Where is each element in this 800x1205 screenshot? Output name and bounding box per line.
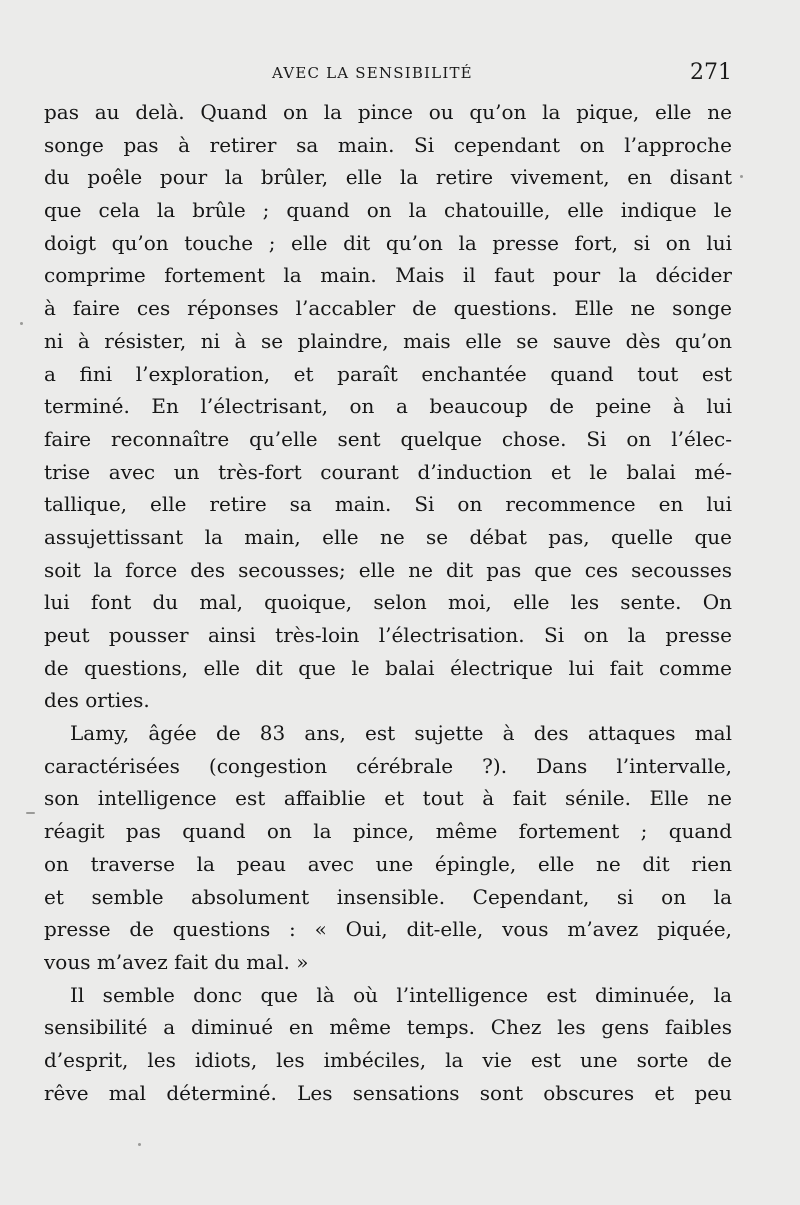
paragraph-2 [44, 717, 732, 979]
paragraph-3 [44, 979, 732, 1110]
text-line: lui font du mal, quoique, selon moi, elle les sente. On [44, 590, 732, 615]
text-line: des orties. [44, 688, 150, 713]
text-line: presse de questions : « Oui, dit-elle, vous m’avez piquée, [44, 917, 732, 942]
text-line: faire reconnaître qu’elle sent quelque chose. Si on l’élec- [44, 426, 732, 451]
page-number: 271 [690, 60, 732, 85]
running-head [0, 62, 800, 92]
text-line: du poêle pour la brûler, elle la retire vivement, en disant [44, 165, 732, 190]
text-line: que cela la brûle ; quand on la chatouille, elle indique le [44, 198, 732, 223]
text-line: tallique, elle retire sa main. Si on recommence en lui [44, 492, 732, 517]
text-line: on traverse la peau avec une épingle, elle ne dit rien [44, 851, 732, 876]
text-line: comprime fortement la main. Mais il faut pour la décider [44, 263, 732, 288]
paragraph-1 [44, 96, 732, 717]
text-line: a fini l’exploration, et paraît enchantée quand tout est [44, 361, 732, 386]
text-line: rêve mal déterminé. Les sensations sont obscures et peu [44, 1080, 732, 1105]
text-line: ni à résister, ni à se plaindre, mais elle se sauve dès qu’on [44, 328, 732, 353]
text-line: d’esprit, les idiots, les imbéciles, la vie est une sorte de [44, 1047, 732, 1072]
text-line: pas au delà. Quand on la pince ou qu’on la pique, elle ne [44, 100, 732, 124]
text-line: et semble absolument insensible. Cependant, si on la [44, 884, 732, 909]
paper-speck [138, 1143, 141, 1146]
text-line: terminé. En l’électrisant, on a beaucoup de peine à lui [44, 394, 732, 419]
text-line: son intelligence est affaiblie et tout à fait sénile. Elle ne [44, 786, 732, 811]
text-line: caractérisées (congestion cérébrale ?). Dans l’intervalle, [44, 753, 732, 778]
text-line: trise avec un très-fort courant d’induction et le balai mé- [44, 459, 732, 484]
text-line: soit la force des secousses; elle ne dit pas que ces secousses [44, 557, 732, 582]
text-line: Lamy, âgée de 83 ans, est sujette à des attaques mal [70, 721, 732, 746]
paper-speck [20, 322, 23, 325]
text-line: Il semble donc que là où l’intelligence est diminuée, la [70, 982, 732, 1007]
paper-speck [740, 175, 743, 178]
text-line: de questions, elle dit que le balai électrique lui fait comme [44, 655, 732, 680]
running-title: AVEC LA SENSIBILITÉ [272, 64, 473, 82]
text-line: songe pas à retirer sa main. Si cependant on l’approche [44, 132, 732, 157]
paper-speck [26, 812, 35, 814]
text-line: assujettissant la main, elle ne se débat pas, quelle que [44, 524, 732, 549]
text-line: réagit pas quand on la pince, même fortement ; quand [44, 819, 732, 844]
text-line: doigt qu’on touche ; elle dit qu’on la presse fort, si on lui [44, 230, 732, 255]
text-line: peut pousser ainsi très-loin l’électrisation. Si on la presse [44, 623, 732, 647]
text-body [44, 96, 732, 1109]
text-line: sensibilité a diminué en même temps. Chez les gens faibles [44, 1015, 732, 1040]
text-line: vous m’avez fait du mal. » [44, 949, 309, 974]
text-line: à faire ces réponses l’accabler de questions. Elle ne songe [44, 296, 732, 321]
